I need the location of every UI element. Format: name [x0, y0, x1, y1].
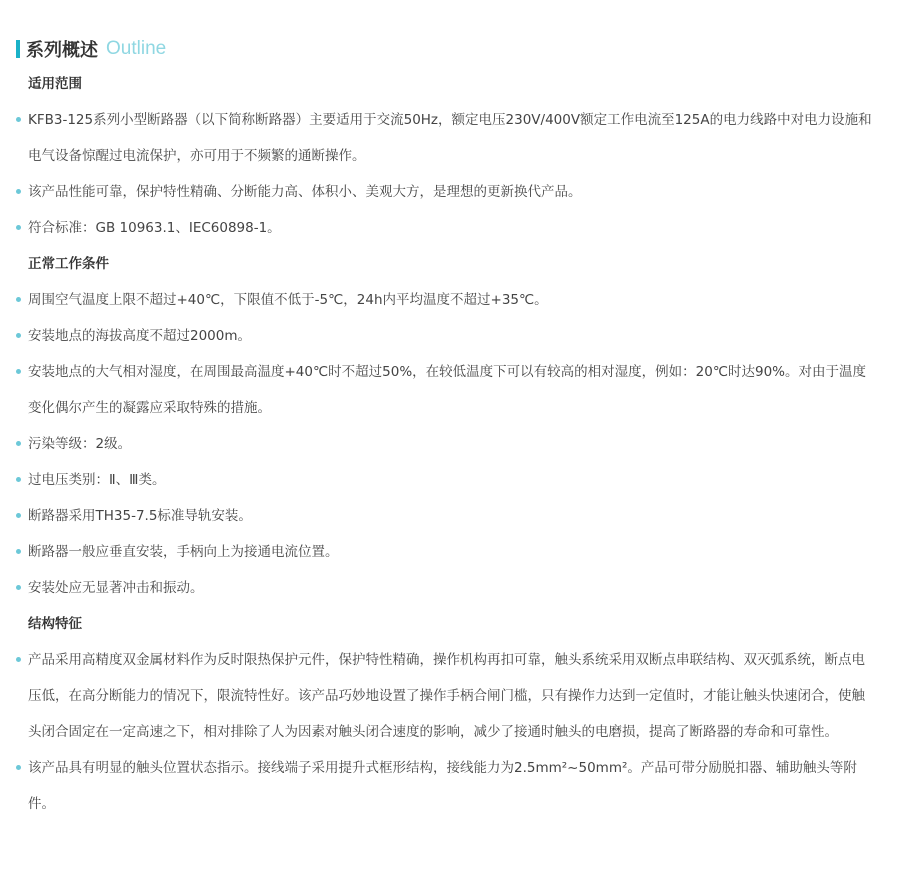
bullet-dot-icon [16, 441, 21, 446]
list-item-text: 该产品性能可靠，保护特性精确、分断能力高、体积小、美观大方，是理想的更新换代产品。 [28, 184, 582, 200]
list-item [0, 282, 900, 318]
bullet-dot-icon [16, 189, 21, 194]
title-english: Outline [106, 38, 167, 59]
list-item-text: 过电压类别：Ⅱ、Ⅲ类。 [28, 472, 166, 488]
bullet-dot-icon [16, 369, 21, 374]
bullet-dot-icon [16, 117, 21, 122]
list-item [0, 354, 900, 426]
list-item-text: 符合标准：GB 10963.1、IEC60898-1。 [28, 220, 281, 236]
bullet-dot-icon [16, 477, 21, 482]
list-item [0, 462, 900, 498]
bullet-dot-icon [16, 765, 21, 770]
list-item-text: 断路器采用TH35-7.5标准导轨安装。 [28, 508, 252, 524]
list-item [0, 750, 900, 822]
list-item [0, 570, 900, 606]
bullet-dot-icon [16, 585, 21, 590]
list-item-text: 周围空气温度上限不超过+40℃，下限值不低于-5℃，24h内平均温度不超过+35℃。 [28, 292, 548, 308]
outline-content [0, 66, 900, 822]
title-accent-bar [16, 40, 20, 58]
list-item-text: 安装地点的大气相对湿度，在周围最高温度+40℃时不超过50%，在较低温度下可以有较高的相对湿度，例如：20℃时达90%。对由于温度变化偶尔产生的凝露应采取特殊的措施。 [28, 364, 867, 416]
list-item [0, 642, 900, 750]
list-item-text: 污染等级：2级。 [28, 436, 132, 452]
list-item [0, 426, 900, 462]
list-item-text: 安装地点的海拔高度不超过2000m。 [28, 328, 252, 344]
bullet-dot-icon [16, 333, 21, 338]
list-item-text: 断路器一般应垂直安装，手柄向上为接通电流位置。 [28, 544, 339, 560]
bullet-dot-icon [16, 549, 21, 554]
bullet-dot-icon [16, 297, 21, 302]
list-item [0, 498, 900, 534]
list-item [0, 534, 900, 570]
list-item-text: 安装处应无显著冲击和振动。 [28, 580, 204, 596]
bullet-dot-icon [16, 225, 21, 230]
list-item-text: 产品采用高精度双金属材料作为反时限热保护元件，保护特性精确，操作机构再扣可靠，触头系统采用双断点串联结构、双灭弧系统，断点电压低，在高分断能力的情况下，限流特性好。该产品巧妙地设置了操作手柄合闸门槛，只有操作力达到一定值时，才能让触头快速闭合，使触头闭合固定在一定高速之下，相对排除了人为因素对触头闭合速度的影响，减少了接通时触头的电磨损，提高了断路器的寿命和可靠性。 [28, 652, 865, 740]
list-item [0, 102, 900, 174]
list-item [0, 174, 900, 210]
section-heading-structure: 结构特征 [28, 616, 82, 632]
section-heading-scope: 适用范围 [28, 76, 82, 92]
section-title [16, 36, 166, 62]
title-chinese: 系列概述 [26, 40, 98, 61]
bullet-dot-icon [16, 657, 21, 662]
list-item-text: 该产品具有明显的触头位置状态指示。接线端子采用提升式框形结构，接线能力为2.5mm²~50mm²。产品可带分励脱扣器、辅助触头等附件。 [28, 760, 857, 812]
list-item-text: KFB3-125系列小型断路器（以下简称断路器）主要适用于交流50Hz，额定电压230V/400V额定工作电流至125A的电力线路中对电力设施和电气设备惊醒过电流保护，亦可用于不频繁的通断操作。 [28, 112, 872, 164]
list-item [0, 318, 900, 354]
section-heading-conditions: 正常工作条件 [28, 256, 109, 272]
list-item [0, 210, 900, 246]
bullet-dot-icon [16, 513, 21, 518]
